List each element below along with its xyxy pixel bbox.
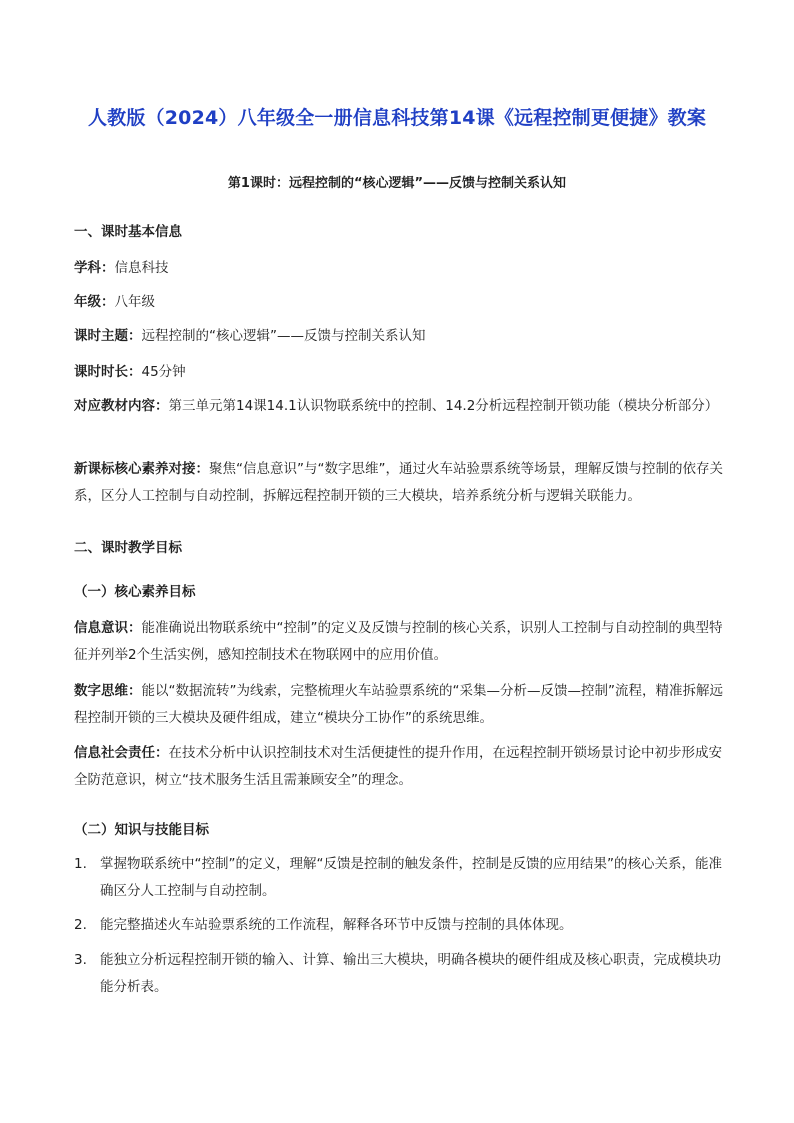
objective-label: 数字思维：: [74, 683, 142, 699]
objective-text: 能准确说出物联系统中“控制”的定义及反馈与控制的核心关系，识别人工控制与自动控制的典型特征并列举2个生活实例，感知控制技术在物联网中的应用价值。: [74, 620, 723, 663]
info-label: 年级：: [74, 294, 115, 310]
info-grade: [74, 289, 724, 316]
info-label: 课时主题：: [74, 328, 142, 344]
info-curriculum-link: [74, 456, 724, 510]
objective-information-awareness: [74, 615, 724, 669]
list-item-number: 2.: [74, 917, 87, 933]
info-label: 新课标核心素养对接：: [74, 461, 209, 477]
subsection-heading-knowledge-skills: （二）知识与技能目标: [74, 822, 209, 838]
list-item: [74, 947, 724, 1001]
info-value: 聚焦“信息意识”与“数字思维”，通过火车站验票系统等场景，理解反馈与控制的依存关系，区分人工控制与自动控制，拆解远程控制开锁的三大模块，培养系统分析与逻辑关联能力。: [74, 461, 723, 504]
info-value: 远程控制的“核心逻辑”——反馈与控制关系认知: [141, 328, 426, 344]
info-duration: [74, 359, 724, 386]
objective-social-responsibility: [74, 740, 724, 794]
objective-digital-thinking: [74, 678, 724, 732]
list-item-number: 3.: [74, 952, 87, 968]
info-textbook-content: [74, 393, 724, 420]
info-value: 八年级: [114, 294, 155, 310]
info-label: 对应教材内容：: [74, 398, 169, 414]
section-heading-objectives: 二、课时教学目标: [74, 540, 182, 556]
info-topic: [74, 323, 724, 350]
lesson-subtitle: 第1课时：远程控制的“核心逻辑”——反馈与控制关系认知: [227, 176, 567, 191]
list-item-text: 能完整描述火车站验票系统的工作流程，解释各环节中反馈与控制的具体体现。: [100, 917, 573, 933]
list-item-text: 能独立分析远程控制开锁的输入、计算、输出三大模块，明确各模块的硬件组成及核心职责，完成模块功能分析表。: [100, 952, 721, 995]
subsection-heading-core-literacy: （一）核心素养目标: [74, 584, 196, 600]
info-label: 课时时长：: [74, 364, 142, 380]
info-value: 信息科技: [114, 260, 169, 276]
list-item-text: 掌握物联系统中“控制”的定义，理解“反馈是控制的触发条件，控制是反馈的应用结果”的核心关系，能准确区分人工控制与自动控制。: [100, 856, 722, 899]
list-item: [74, 912, 724, 939]
info-subject: [74, 255, 724, 282]
objective-label: 信息社会责任：: [74, 745, 169, 761]
objective-text: 能以“数据流转”为线索，完整梳理火车站验票系统的“采集—分析—反馈—控制”流程，精准拆解远程控制开锁的三大模块及硬件组成，建立“模块分工协作”的系统思维。: [74, 683, 723, 726]
info-label: 学科：: [74, 260, 115, 276]
objective-label: 信息意识：: [74, 620, 142, 636]
info-value: 45分钟: [141, 364, 186, 380]
list-item: [74, 851, 724, 905]
info-value: 第三单元第14课14.1认识物联系统中的控制、14.2分析远程控制开锁功能（模块分析部分）: [168, 398, 719, 414]
list-item-number: 1.: [74, 856, 87, 872]
section-heading-basic-info: 一、课时基本信息: [74, 224, 182, 240]
objective-text: 在技术分析中认识控制技术对生活便捷性的提升作用，在远程控制开锁场景讨论中初步形成安全防范意识，树立“技术服务生活且需兼顾安全”的理念。: [74, 745, 722, 788]
document-title: 人教版（2024）八年级全一册信息科技第14课《远程控制更便捷》教案: [87, 107, 707, 129]
